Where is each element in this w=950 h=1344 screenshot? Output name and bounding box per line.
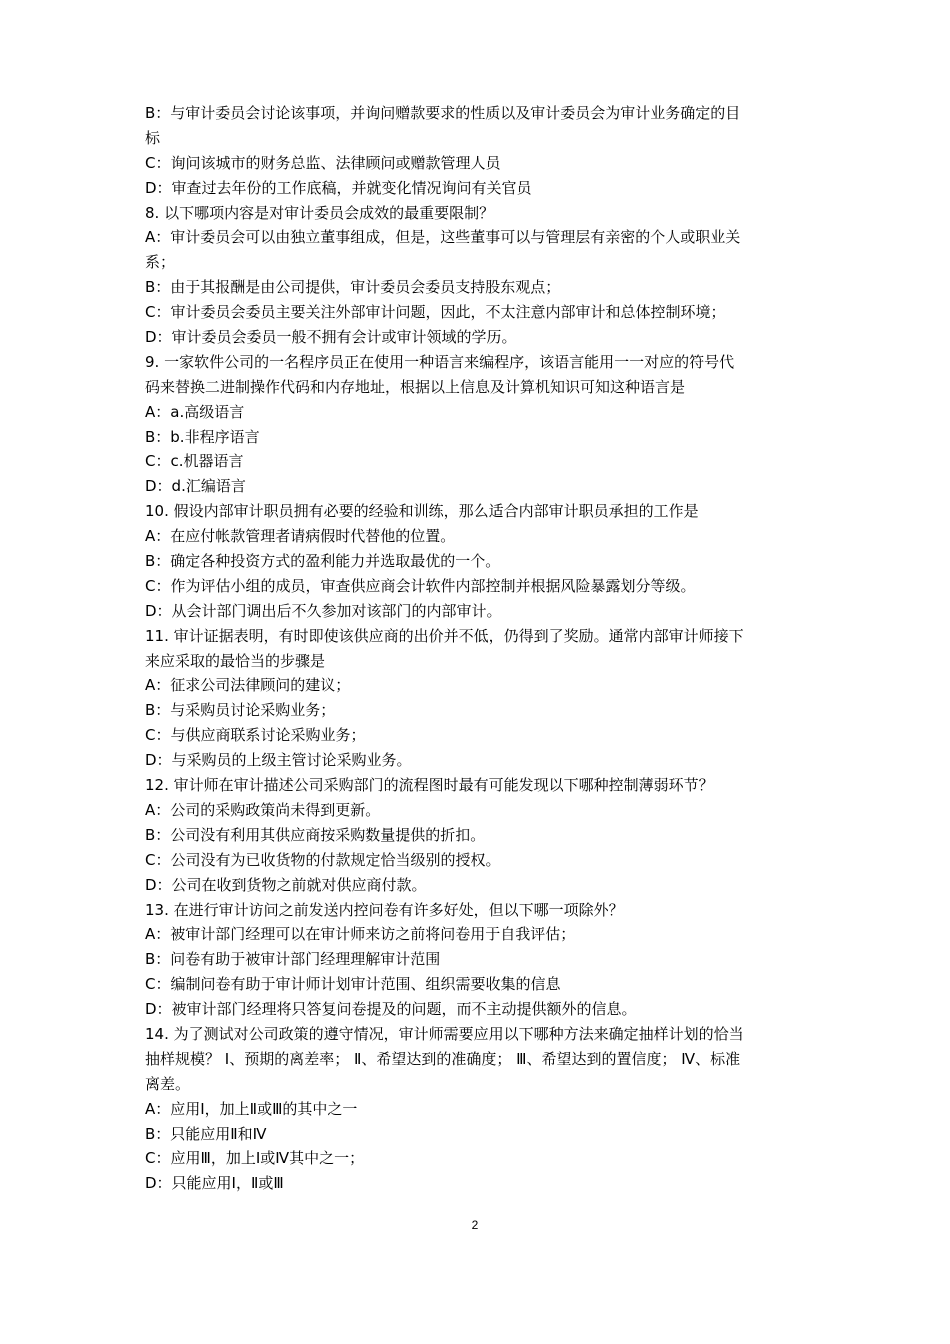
text-line: D：审计委员会委员一般不拥有会计或审计领域的学历。 — [145, 328, 517, 347]
text-line: 抽样规模？ Ⅰ、预期的离差率； Ⅱ、希望达到的准确度； Ⅲ、希望达到的置信度； Ⅳ、标准 — [145, 1049, 741, 1068]
text-line: 10. 假设内部审计职员拥有必要的经验和训练，那么适合内部审计职员承担的工作是 — [145, 502, 699, 521]
text-line: D：d.汇编语言 — [145, 477, 246, 496]
text-line: 14. 为了测试对公司政策的遵守情况，审计师需要应用以下哪种方法来确定抽样计划的恰当 — [145, 1024, 744, 1043]
text-line: A：征求公司法律顾问的建议； — [145, 676, 351, 695]
page-number: 2 — [471, 1218, 479, 1232]
text-line: 8. 以下哪项内容是对审计委员会成效的最重要限制？ — [145, 203, 495, 222]
text-line: C：应用Ⅲ，加上Ⅰ或Ⅳ其中之一； — [145, 1149, 365, 1168]
text-line: 标 — [145, 128, 161, 147]
text-line: D：审查过去年份的工作底稿，并就变化情况询问有关官员 — [145, 178, 532, 197]
text-line: B：问卷有助于被审计部门经理理解审计范围 — [145, 950, 441, 969]
text-line: D：公司在收到货物之前就对供应商付款。 — [145, 875, 427, 894]
text-line: D：只能应用Ⅰ，Ⅱ或Ⅲ — [145, 1174, 284, 1193]
text-line: B：确定各种投资方式的盈利能力并选取最优的一个。 — [145, 552, 501, 571]
page-content — [145, 101, 820, 1196]
text-line: A：被审计部门经理可以在审计师来访之前将问卷用于自我评估； — [145, 925, 576, 944]
text-line: 系； — [145, 253, 176, 272]
text-line: B：与采购员讨论采购业务； — [145, 701, 336, 720]
text-line: 9. 一家软件公司的一名程序员正在使用一种语言来编程序，该语言能用一一对应的符号代 — [145, 352, 735, 371]
text-line: A：应用Ⅰ，加上Ⅱ或Ⅲ的其中之一 — [145, 1099, 358, 1118]
text-line: B：由于其报酬是由公司提供，审计委员会委员支持股东观点； — [145, 278, 561, 297]
text-line: A：在应付帐款管理者请病假时代替他的位置。 — [145, 527, 456, 546]
text-line: B：只能应用Ⅱ和Ⅳ — [145, 1124, 267, 1143]
text-line: 码来替换二进制操作代码和内存地址，根据以上信息及计算机知识可知这种语言是 — [145, 377, 686, 396]
text-line: C：询问该城市的财务总监、法律顾问或赠款管理人员 — [145, 153, 501, 172]
text-line: C：审计委员会委员主要关注外部审计问题，因此，不太注意内部审计和总体控制环境； — [145, 303, 726, 322]
text-line: A：公司的采购政策尚未得到更新。 — [145, 800, 381, 819]
text-line: D：被审计部门经理将只答复问卷提及的问题，而不主动提供额外的信息。 — [145, 1000, 637, 1019]
text-line: C：c.机器语言 — [145, 452, 244, 471]
text-line: 12. 审计师在审计描述公司采购部门的流程图时最有可能发现以下哪种控制薄弱环节？ — [145, 776, 714, 795]
text-line: B：与审计委员会讨论该事项，并询问赠款要求的性质以及审计委员会为审计业务确定的目 — [145, 104, 741, 122]
text-line: C：公司没有为已收货物的付款规定恰当级别的授权。 — [145, 850, 501, 869]
text-line: A：审计委员会可以由独立董事组成，但是，这些董事可以与管理层有亲密的个人或职业关 — [145, 228, 741, 247]
text-line: D：与采购员的上级主管讨论采购业务。 — [145, 751, 412, 770]
text-line: C：作为评估小组的成员，审查供应商会计软件内部控制并根据风险暴露划分等级。 — [145, 576, 696, 595]
text-line: A：a.高级语言 — [145, 402, 245, 421]
text-line: B：公司没有利用其供应商按采购数量提供的折扣。 — [145, 825, 486, 844]
text-line: 11. 审计证据表明，有时即使该供应商的出价并不低，仍得到了奖励。通常内部审计师接下 — [145, 626, 744, 645]
text-line: C：与供应商联系讨论采购业务； — [145, 726, 366, 745]
text-line: 来应采取的最恰当的步骤是 — [145, 651, 326, 670]
text-line: D：从会计部门调出后不久参加对该部门的内部审计。 — [145, 601, 502, 620]
text-line: 离差。 — [145, 1074, 191, 1093]
text-line: B：b.非程序语言 — [145, 427, 260, 446]
text-line: C：编制问卷有助于审计师计划审计范围、组织需要收集的信息 — [145, 975, 561, 994]
text-line: 13. 在进行审计访问之前发送内控问卷有许多好处，但以下哪一项除外？ — [145, 900, 624, 919]
